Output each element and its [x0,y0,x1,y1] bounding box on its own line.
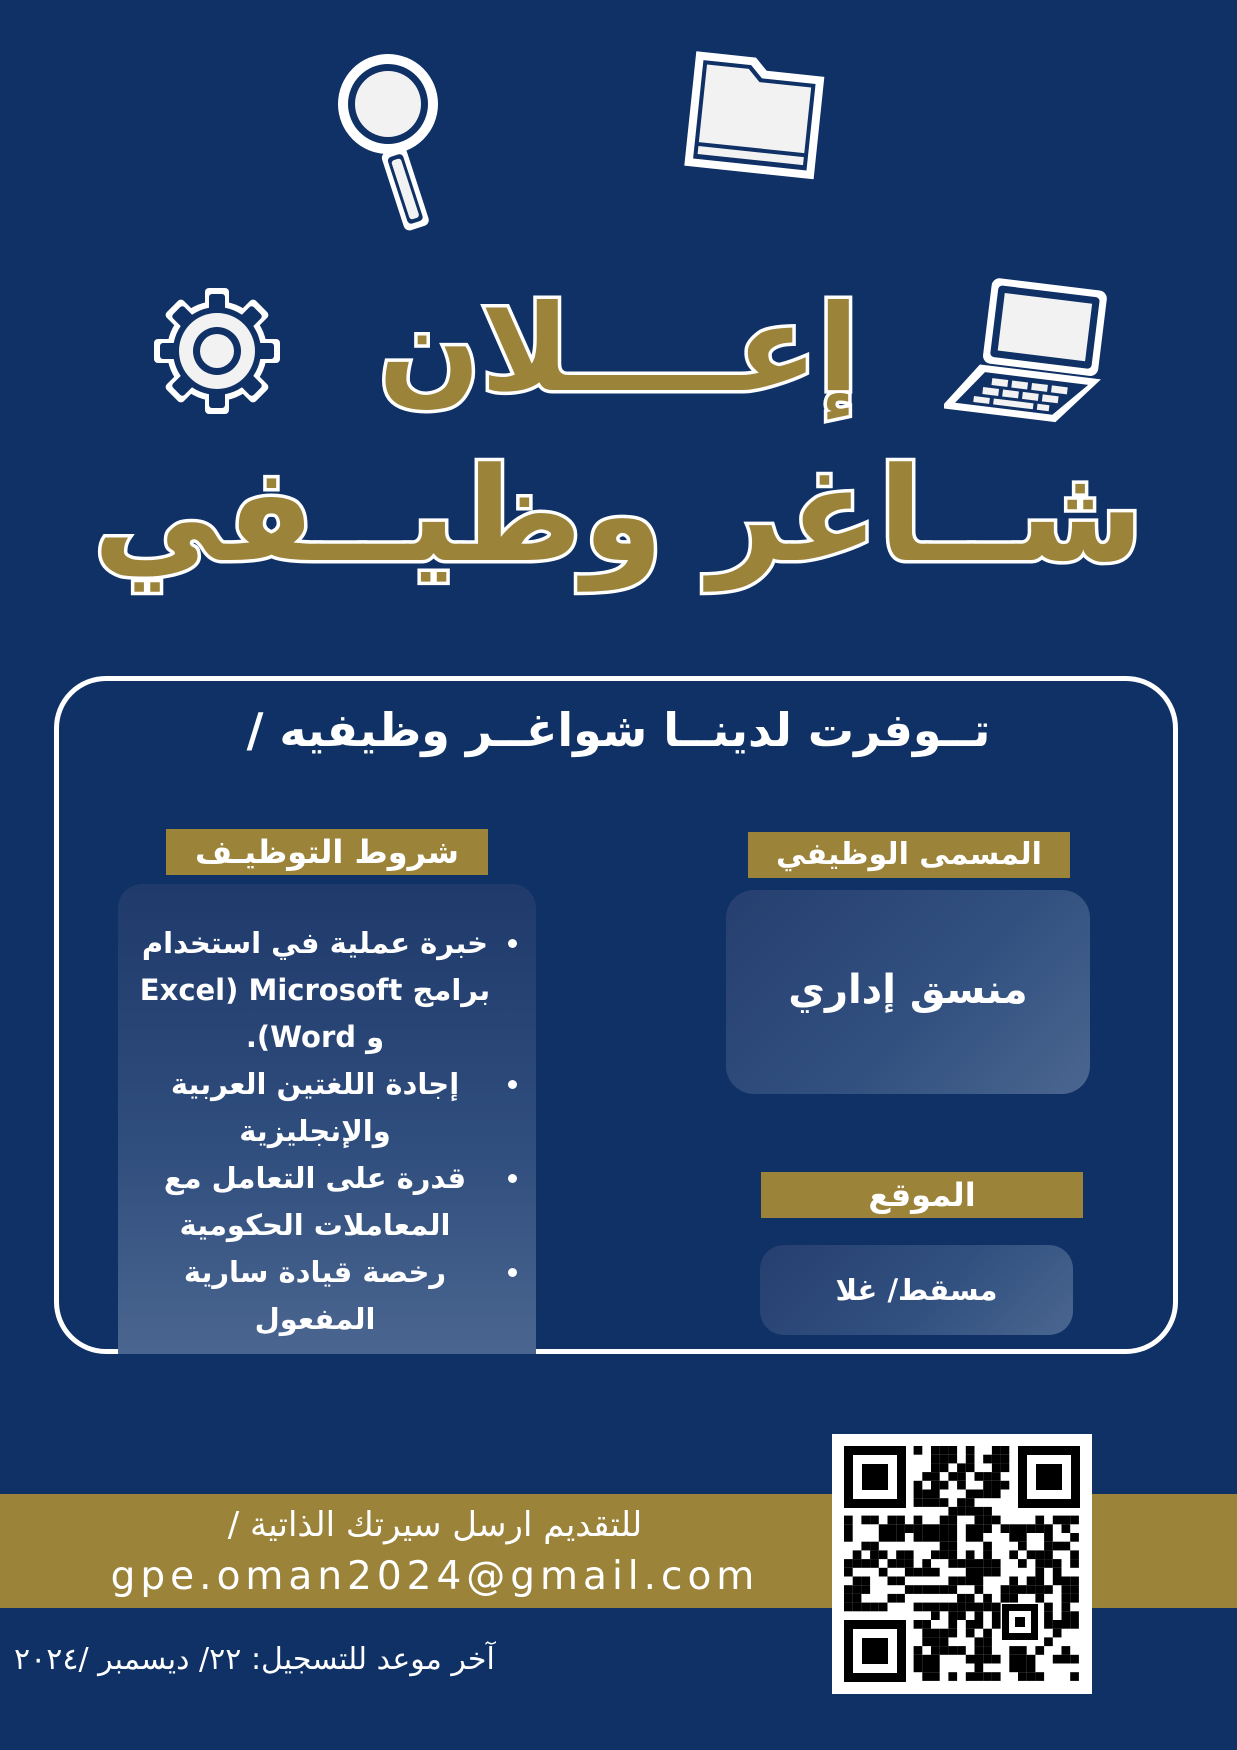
condition-item: • خبرة عملية في استخدام برامج Microsoft (Excel و Word). [138,920,492,1061]
folder-icon [680,48,835,183]
job-title-card [726,890,1090,1094]
location-label: الموقع [761,1172,1083,1218]
headline-announcement: إعــــلان [378,280,859,419]
headline-job-vacancy: شــاغر وظيــفي [93,439,1144,591]
location-card [760,1245,1073,1335]
job-title-value: منسق إداري [788,967,1028,1013]
condition-item: • إجادة اللغتين العربية والإنجليزية [138,1061,492,1155]
qr-code-icon [832,1434,1092,1694]
condition-item: • قدرة على التعامل مع المعاملات الحكومية [138,1155,492,1249]
apply-instruction: للتقديم ارسل سيرتك الذاتية / [227,1505,643,1545]
apply-email: gpe.oman2024@gmail.com [110,1554,760,1599]
conditions-card [118,884,536,1354]
conditions-label: شروط التوظيـف [166,829,488,875]
job-title-label: المسمى الوظيفي [748,832,1070,878]
registration-deadline: آخر موعد للتسجيل: ٢٢/ ديسمبر /٢٠٢٤ [14,1642,495,1677]
conditions-list [118,884,536,1343]
magnifier-icon [330,48,450,238]
panel-title: تــوفرت لدينــا شواغــر وظيفيه / [246,703,991,757]
location-value: مسقط/ غلا [835,1273,998,1307]
condition-item: • رخصة قيادة سارية المفعول [138,1249,492,1343]
